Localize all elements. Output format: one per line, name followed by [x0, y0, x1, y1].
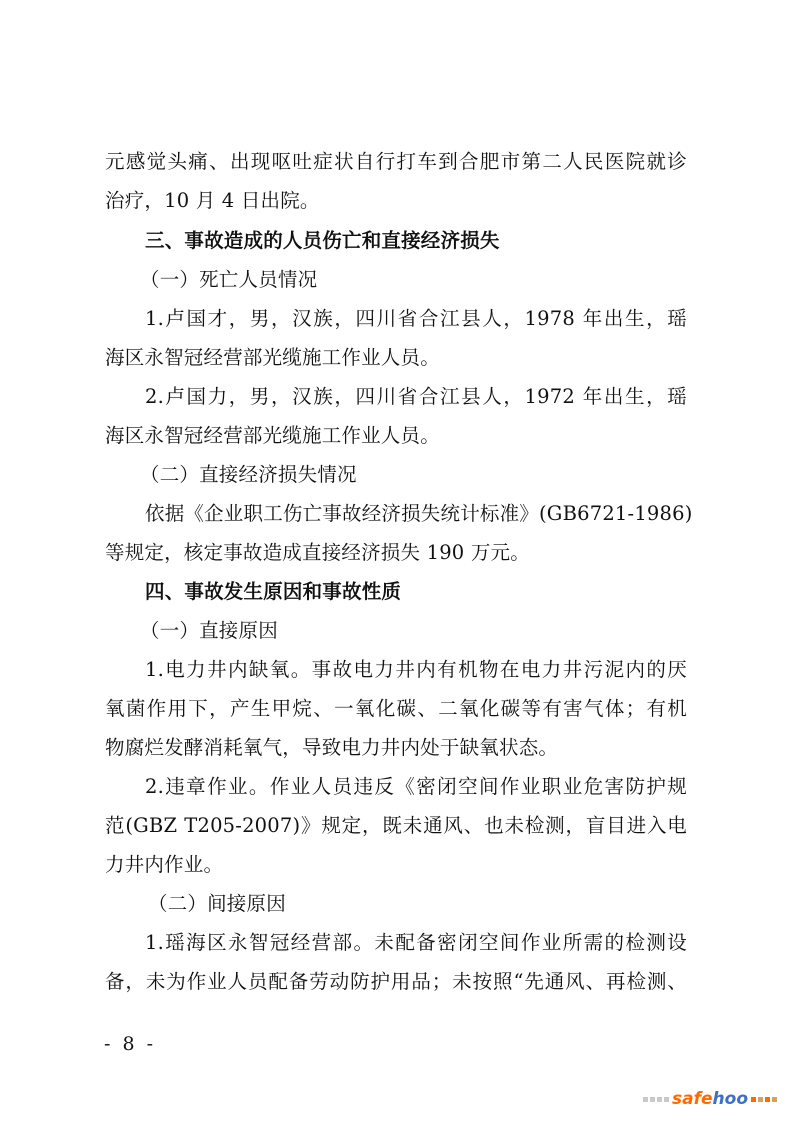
body-text-line: 物腐烂发酵消耗氧气，导致电力井内处于缺氧状态。 [105, 736, 559, 759]
subsection-heading: （二）直接经济损失情况 [140, 463, 357, 486]
page-number: - 8 - [104, 1033, 157, 1055]
watermark-dots-icon [643, 1097, 669, 1102]
body-text-line: 海区永智冠经营部光缆施工作业人员。 [105, 346, 440, 369]
body-text-line: 2.卢国力，男，汉族，四川省合江县人，1972 年出生，瑶 [145, 385, 687, 408]
body-text-line: 1.瑶海区永智冠经营部。未配备密闭空间作业所需的检测设 [145, 931, 687, 954]
watermark-text-safe: safe [672, 1089, 713, 1109]
subsection-heading: （一）死亡人员情况 [140, 268, 318, 291]
body-text-line: 氧菌作用下，产生甲烷、一氧化碳、二氧化碳等有害气体；有机 [105, 697, 687, 720]
body-text-line: 治疗，10 月 4 日出院。 [105, 189, 320, 212]
watermark-tail-icon [751, 1097, 777, 1102]
watermark-logo [643, 1090, 777, 1108]
body-text-line: 元感觉头痛、出现呕吐症状自行打车到合肥市第二人民医院就诊 [105, 150, 687, 173]
subsection-heading: （一）直接原因 [140, 619, 278, 642]
body-text-line: 等规定，核定事故造成直接经济损失 190 万元。 [105, 541, 530, 564]
watermark-text-hoo: hoo [712, 1089, 748, 1109]
subsection-heading: （二）间接原因 [148, 892, 286, 915]
body-text-line: 1.电力井内缺氧。事故电力井内有机物在电力井污泥内的厌 [145, 658, 687, 681]
body-text-line: 海区永智冠经营部光缆施工作业人员。 [105, 424, 440, 447]
body-text-line: 2.违章作业。作业人员违反《密闭空间作业职业危害防护规 [145, 775, 687, 798]
body-text-line: 依据《企业职工伤亡事故经济损失统计标准》(GB6721-1986) [145, 502, 693, 525]
body-text-line: 力井内作业。 [105, 853, 224, 876]
body-text-line: 备，未为作业人员配备劳动防护用品；未按照“先通风、再检测、 [105, 970, 687, 993]
section-heading: 四、事故发生原因和事故性质 [145, 580, 402, 603]
body-text-line: 范(GBZ T205-2007)》规定，既未通风、也未检测，盲目进入电 [105, 814, 687, 837]
body-text-line: 1.卢国才，男，汉族，四川省合江县人，1978 年出生，瑶 [145, 307, 687, 330]
section-heading: 三、事故造成的人员伤亡和直接经济损失 [145, 229, 500, 252]
